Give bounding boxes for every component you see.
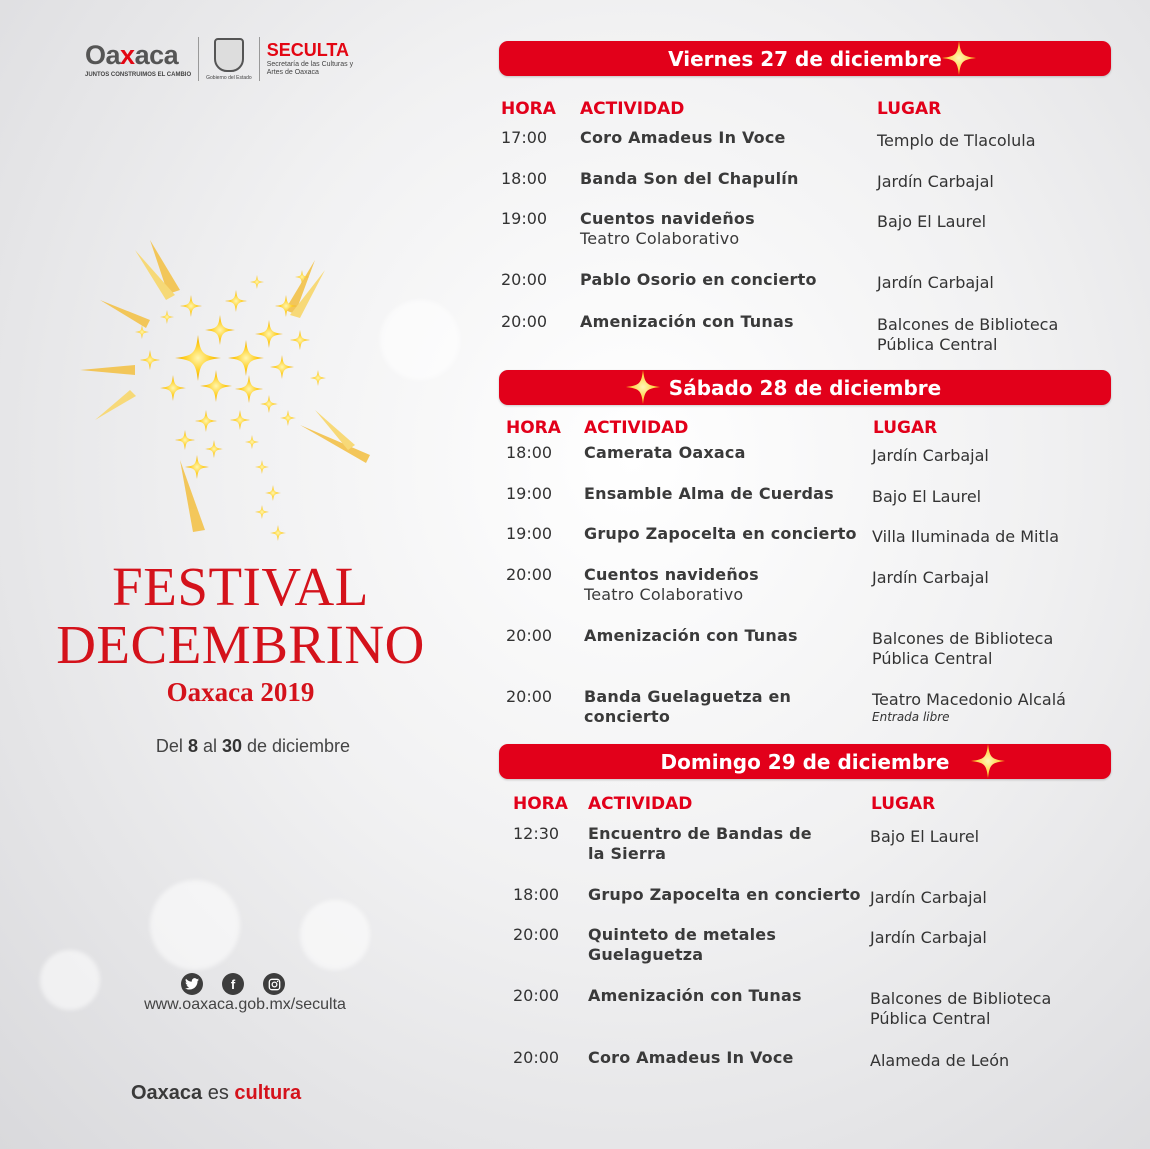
tagline-part: Oaxaca [131,1082,203,1104]
facebook-icon[interactable]: f [222,973,244,995]
column-header-lugar: LUGAR [871,794,936,814]
event-time: 19:00 [506,484,553,503]
event-activity-name: Amenización con Tunas [584,626,798,645]
event-place-name: Jardín Carbajal [877,172,994,191]
event-place [877,131,1112,151]
bokeh-light [300,900,370,970]
bokeh-light [40,950,100,1010]
event-place [877,172,1112,192]
seculta-subtitle: Secretaría de las Culturas y Artes de Oaxaca [266,61,354,76]
day-title: Sábado 28 de diciembre [668,375,942,400]
event-time: 17:00 [501,128,548,147]
event-place [872,446,1107,466]
sparkle-star-icon [626,370,660,404]
column-header-hora: HORA [506,418,561,438]
event-place-name: Jardín Carbajal [872,568,989,587]
day-title: Viernes 27 de diciembre [668,46,942,71]
day-title: Domingo 29 de diciembre [660,749,950,774]
event-place [870,989,1105,1029]
event-time: 18:00 [506,443,553,462]
event-place [877,212,1112,232]
event-activity [588,1048,873,1068]
event-place-name: Templo de Tlacolula [877,131,1036,150]
event-activity [584,524,869,544]
event-activity [580,209,865,249]
event-time: 20:00 [506,687,553,706]
event-activity [588,986,873,1006]
event-place [872,568,1107,588]
event-time: 18:00 [501,169,548,188]
date-to: 30 [221,736,242,756]
event-place-name: Balcones de Biblioteca [877,315,1059,334]
event-activity-name-cont: concierto [584,707,671,726]
event-activity [580,128,865,148]
dates-text: al [197,736,222,756]
oaxaca-logo-text-end: aca [134,39,179,70]
day-banner [499,370,1111,405]
event-time: 19:00 [501,209,548,228]
event-activity [584,565,869,605]
oaxaca-logo-slogan: JUNTOS CONSTRUIMOS EL CAMBIO [85,71,192,78]
event-place [872,629,1107,669]
column-header-actividad: ACTIVIDAD [584,418,689,438]
coat-of-arms-icon [214,38,244,72]
event-place [877,273,1112,293]
event-place-name: Jardín Carbajal [870,928,987,947]
festival-title-line2: DECEMBRINO [56,614,425,675]
event-place-name: Jardín Carbajal [877,273,994,292]
event-activity-name: Amenización con Tunas [588,986,802,1005]
bokeh-light [380,300,460,380]
event-place-name: Bajo El Laurel [872,487,982,506]
event-time: 19:00 [506,524,553,543]
festival-subtitle: Oaxaca 2019 [166,677,315,707]
event-time: 20:00 [506,626,553,645]
event-activity-name: Encuentro de Bandas de [588,824,812,843]
event-activity [588,885,873,905]
bokeh-light [150,880,240,970]
event-place-name-cont: Pública Central [877,335,998,354]
event-place-name: Alameda de León [870,1051,1010,1070]
event-place-name-cont: Pública Central [872,649,993,668]
event-place-name: Bajo El Laurel [870,827,980,846]
event-activity-name: Cuentos navideños [584,565,759,584]
event-place-name: Balcones de Biblioteca [870,989,1052,1008]
event-place [870,827,1105,847]
column-header-hora: HORA [501,99,556,119]
event-activity [580,312,865,332]
event-activity [580,270,865,290]
oaxaca-logo-x: x [120,39,135,70]
event-time: 12:30 [513,824,560,843]
event-activity-name-cont: Guelaguetza [588,945,704,964]
column-header-actividad: ACTIVIDAD [580,99,685,119]
event-activity [584,687,869,727]
event-place [872,690,1107,724]
day-banner [499,744,1111,779]
event-place-note: Entrada libre [872,710,950,724]
event-place-name: Jardín Carbajal [872,446,989,465]
event-place [877,315,1112,355]
oaxaca-logo [85,41,191,78]
event-place [870,928,1105,948]
event-place-name: Bajo El Laurel [877,212,987,231]
event-time: 20:00 [501,270,548,289]
event-activity-name: Coro Amadeus In Voce [588,1048,794,1067]
event-time: 18:00 [513,885,560,904]
header-logos [85,33,367,85]
event-activity [584,484,869,504]
column-header-hora: HORA [513,794,568,814]
event-place-name: Teatro Macedonio Alcalá [872,690,1066,709]
festival-dates [18,736,488,757]
event-activity [580,169,865,189]
event-activity-detail: Teatro Colaborativo [580,229,740,248]
sparkle-star-icon [971,744,1005,778]
tagline-part: cultura [234,1082,302,1104]
event-activity-name: Quinteto de metales [588,925,777,944]
event-activity-name: Amenización con Tunas [580,312,794,331]
event-activity [584,626,869,646]
event-time: 20:00 [506,565,553,584]
column-header-lugar: LUGAR [877,99,942,119]
tagline [131,1082,301,1105]
event-time: 20:00 [513,986,560,1005]
website-link[interactable]: www.oaxaca.gob.mx/seculta [144,996,346,1013]
event-activity-detail: Teatro Colaborativo [584,585,744,604]
event-place [870,1051,1105,1071]
logo-divider [198,37,199,81]
tagline-part: es [202,1082,235,1104]
event-place-name: Jardín Carbajal [870,888,987,907]
date-from: 8 [187,736,198,756]
event-activity-name: Banda Son del Chapulín [580,169,799,188]
event-place [872,487,1107,507]
gobierno-logo [206,38,252,81]
day-banner [499,41,1111,76]
seculta-logo [267,41,367,77]
event-activity [588,824,873,864]
event-place-name-cont: Pública Central [870,1009,991,1028]
event-activity-name: Banda Guelaguetza en [584,687,792,706]
social-links [181,973,285,995]
logo-divider [259,37,260,81]
event-activity-name: Coro Amadeus In Voce [580,128,786,147]
gobierno-label: Gobierno del Estado [206,74,252,81]
event-time: 20:00 [513,925,560,944]
instagram-icon[interactable] [263,973,285,995]
event-activity [584,443,869,463]
event-activity [588,925,873,965]
pinata-star-icon [80,230,380,560]
event-place-name: Villa Iluminada de Mitla [872,527,1060,546]
event-activity-name: Camerata Oaxaca [584,443,746,462]
event-time: 20:00 [501,312,548,331]
event-activity-name: Grupo Zapocelta en concierto [588,885,861,904]
column-header-lugar: LUGAR [873,418,938,438]
event-activity-name: Grupo Zapocelta en concierto [584,524,857,543]
dates-text: de diciembre [242,736,351,756]
event-place-name: Balcones de Biblioteca [872,629,1054,648]
twitter-icon[interactable] [181,973,203,995]
event-place [872,527,1107,547]
festival-title-line1: FESTIVAL [112,556,369,617]
column-header-actividad: ACTIVIDAD [588,794,693,814]
seculta-title: SECULTA [266,40,350,60]
event-activity-name: Ensamble Alma de Cuerdas [584,484,834,503]
event-time: 20:00 [513,1048,560,1067]
event-activity-name-cont: la Sierra [588,844,667,863]
sparkle-star-icon [942,41,976,75]
event-activity-name: Pablo Osorio en concierto [580,270,817,289]
event-place [870,888,1105,908]
dates-text: Del [155,736,188,756]
event-activity-name: Cuentos navideños [580,209,755,228]
oaxaca-logo-text: Oa [85,39,121,70]
